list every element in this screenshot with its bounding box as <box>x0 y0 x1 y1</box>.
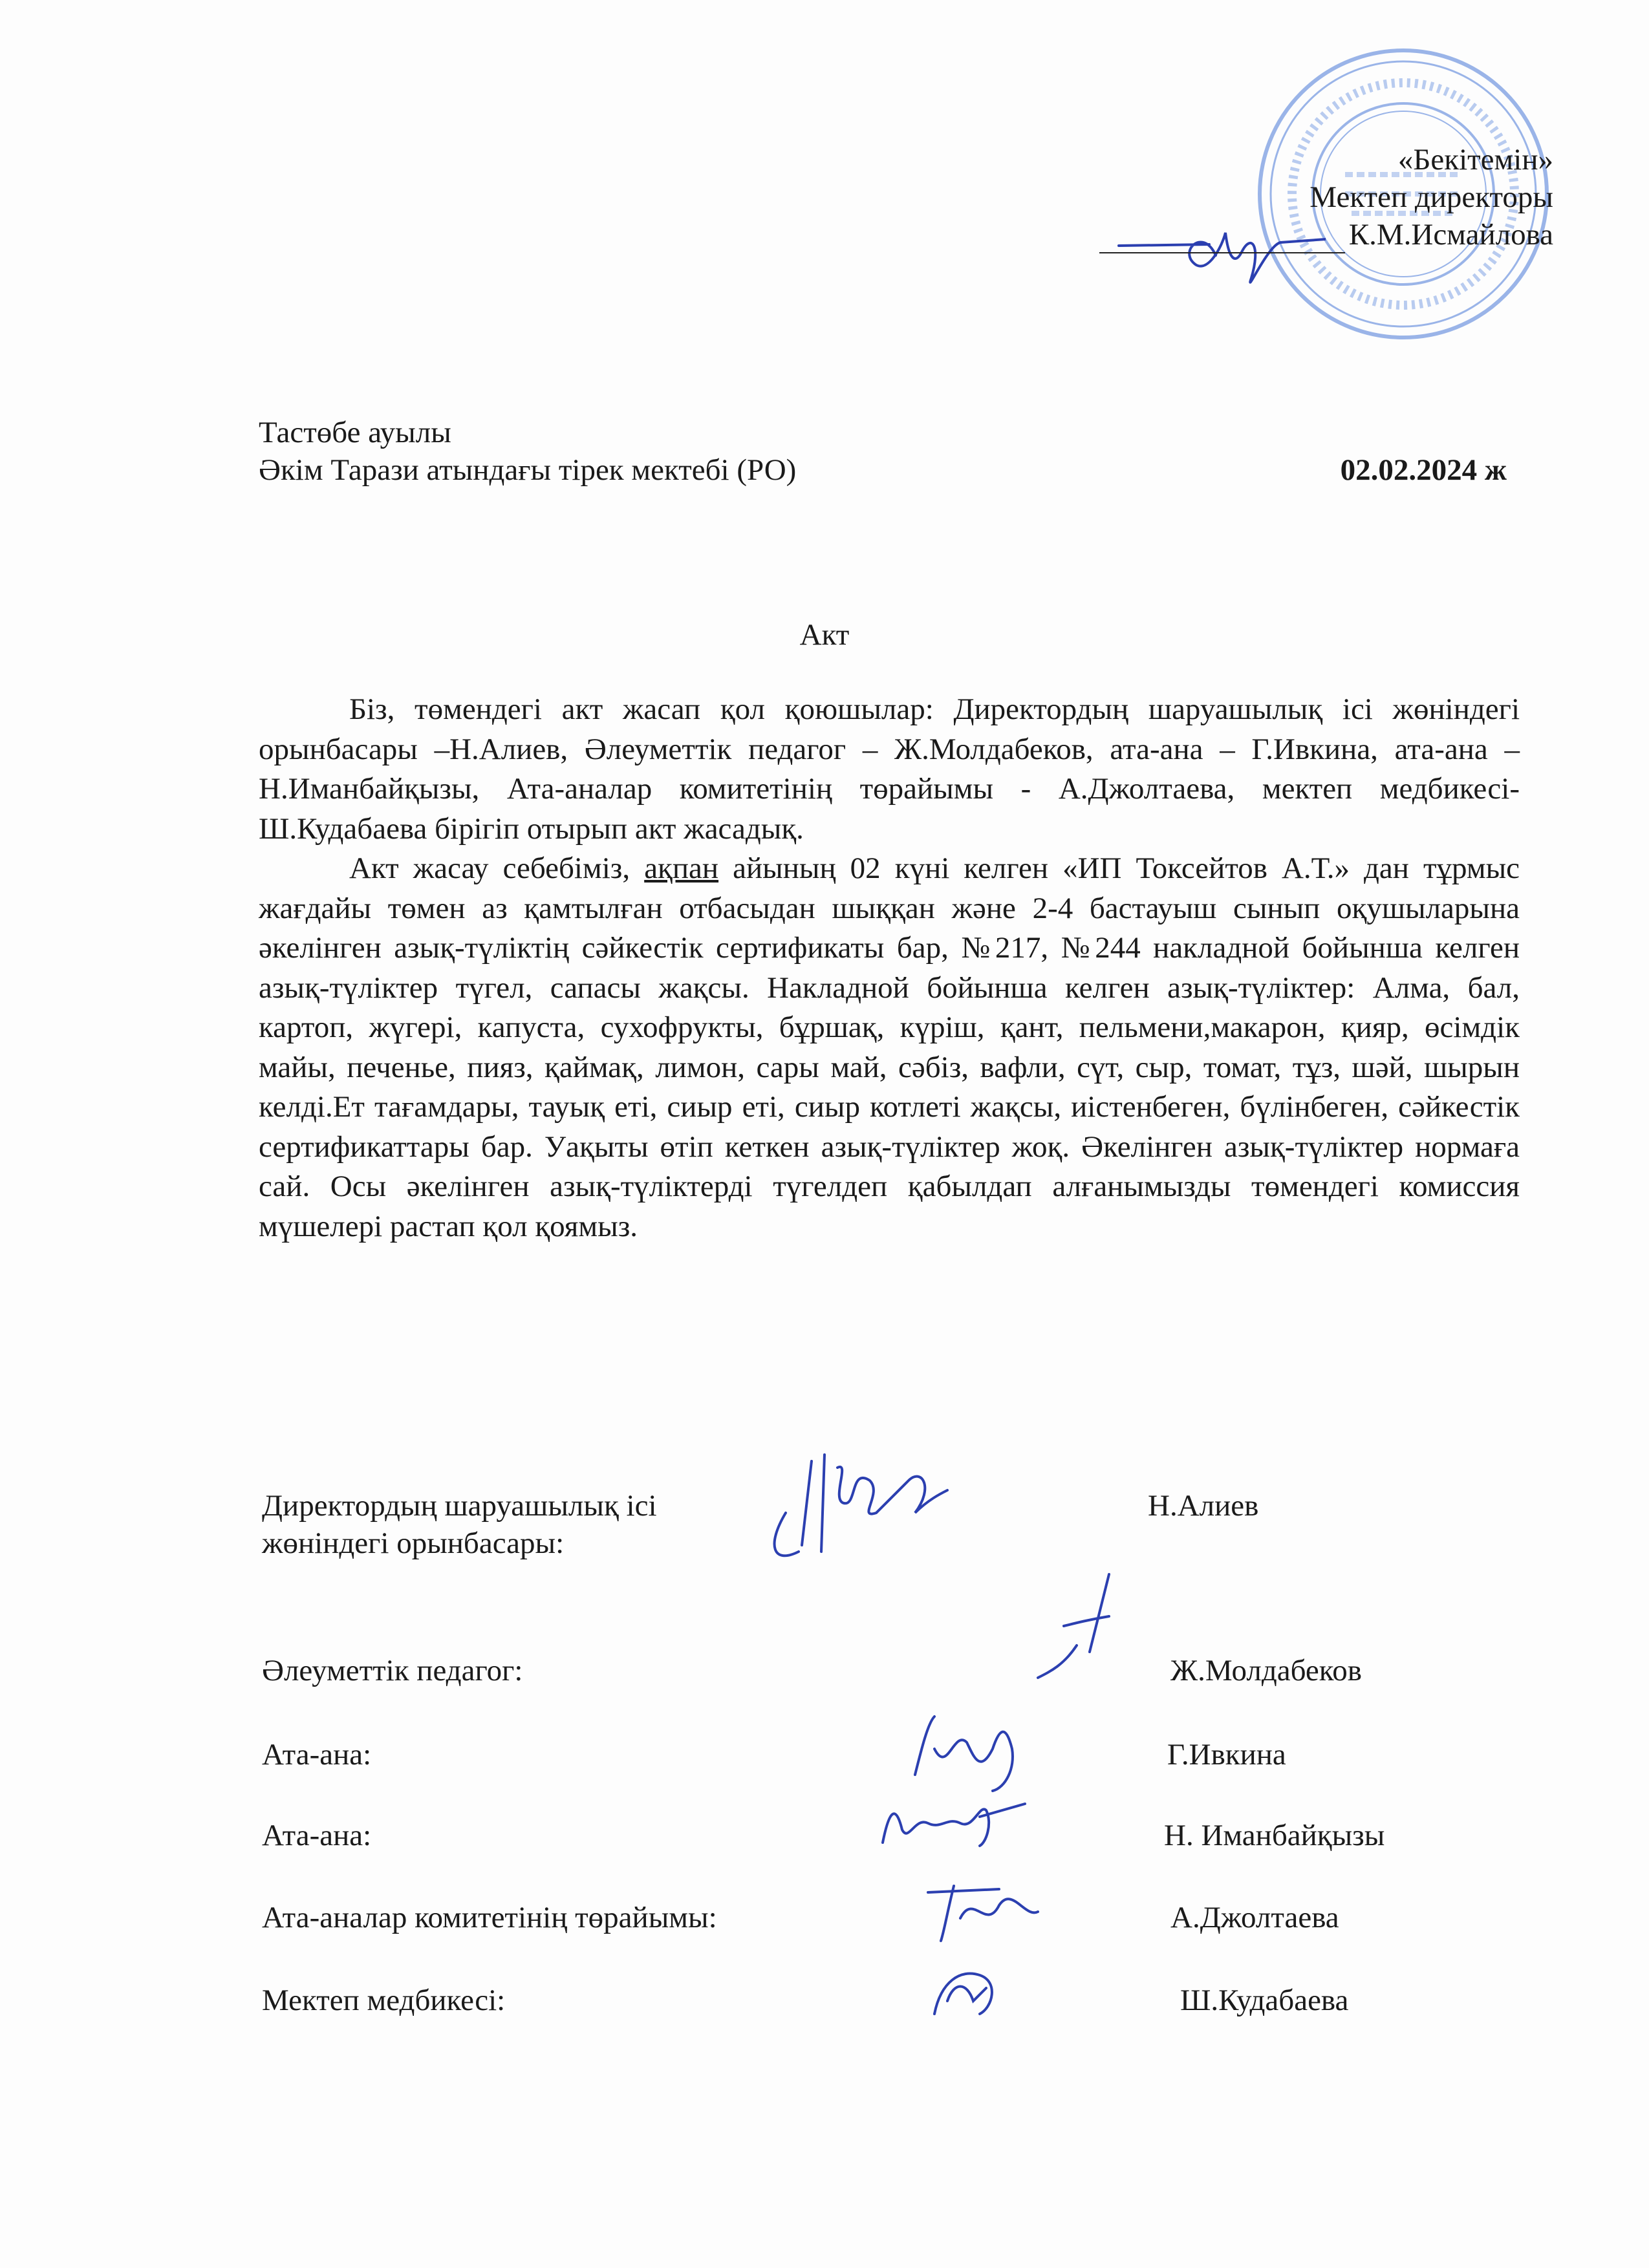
signature-role: Ата-ана: <box>262 1819 372 1852</box>
document-header <box>259 414 1507 489</box>
signature-role: Әлеуметтік педагог: <box>262 1654 523 1687</box>
signature-mark <box>1025 1568 1122 1684</box>
signature-name: Ж.Молдабеков <box>1170 1654 1362 1687</box>
signature-mark <box>921 1962 1012 2020</box>
signature-name: Г.Ивкина <box>1167 1738 1286 1771</box>
signature-name: Ш.Кудабаева <box>1180 1984 1349 2017</box>
document-body <box>259 690 1520 1246</box>
approval-block <box>1099 141 1553 253</box>
document-title: Акт <box>799 618 850 652</box>
document-date: 02.02.2024 ж <box>1340 453 1507 487</box>
signature-mark <box>921 1873 1051 1944</box>
role-line: Директордың шаруашылық ісі <box>262 1489 657 1523</box>
signature-mark <box>902 1710 1031 1794</box>
role-line: жөніндегі орынбасары: <box>262 1526 565 1560</box>
paragraph-2 <box>259 849 1520 1246</box>
signature-mark <box>760 1442 954 1571</box>
signature-role: Мектеп медбикесі: <box>262 1984 506 2017</box>
approval-position: Мектеп директоры <box>1310 180 1553 214</box>
school-name: Әкім Тарази атындағы тірек мектебі (РО) <box>259 453 797 487</box>
approval-title: «Бекітемін» <box>1397 143 1553 177</box>
paragraph-2-rest: айының 02 күні келген «ИП Токсейтов А.Т.» дан тұрмыс жағдайы төмен аз қамтылған отбасыдан шыққан және 2-4 бастауыш сынып оқушыларына әкелінген азық-түліктің сәйкестік сертификаты бар, №217, №244 накладной бойынша келген азық-түліктер түгел, сапасы жақсы. Накладной бойынша келген азық-түліктер: Алма, бал, картоп, жүгері, капуста, сухофрукты, бұршақ, күріш, қант, пельмени,макарон, қияр, өсімдік майы, печенье, пияз, қаймақ, лимон, сары май, сәбіз, вафли, сүт, сыр, томат, тұз, шәй, шырын келді.Ет тағамдары, тауық еті, сиыр еті, сиыр котлеті жақсы, иістенбеген, бүлінбеген, сәйкестік сертификаттары бар. Уақыты өтіп кеткен азық-түліктер жоқ. Әкелінген азық-түліктер нормаға сай. Осы әкелінген азық-түліктерді түгелдеп қабылдап алғанымызды төмендегі комиссия мүшелері растап қол қоямыз. <box>259 851 1520 1243</box>
signature-name: А.Джолтаева <box>1170 1901 1339 1934</box>
signature-role <box>262 1487 657 1562</box>
paragraph-1: Біз, төмендегі акт жасап қол қоюшылар: Директордың шаруашылық ісі жөніндегі орынбасары –Н.Алиев, Әлеуметтік педагог – Ж.Молдабеков, ата-ана – Г.Ивкина, ата-ана –Н.Иманбайқызы, Ата-аналар комитетінің төрайымы - А.Джолтаева, мектеп медбикесі-Ш.Кудабаева бірігіп отырып акт жасадық. <box>259 692 1520 846</box>
signature-role: Ата-аналар комитетінің төрайымы: <box>262 1901 717 1934</box>
village-name: Тастөбе ауылы <box>259 416 451 449</box>
signature-role: Ата-ана: <box>262 1738 372 1771</box>
signature-name: Н.Алиев <box>1148 1489 1259 1523</box>
underlined-month: ақпан <box>644 851 719 885</box>
approval-name: К.М.Исмайлова <box>1348 218 1553 251</box>
paragraph-2-start: Акт жасау себебіміз, <box>349 851 630 885</box>
signature-mark <box>876 1791 1031 1856</box>
signature-line <box>1099 226 1345 253</box>
signature-name: Н. Иманбайқызы <box>1164 1819 1385 1852</box>
